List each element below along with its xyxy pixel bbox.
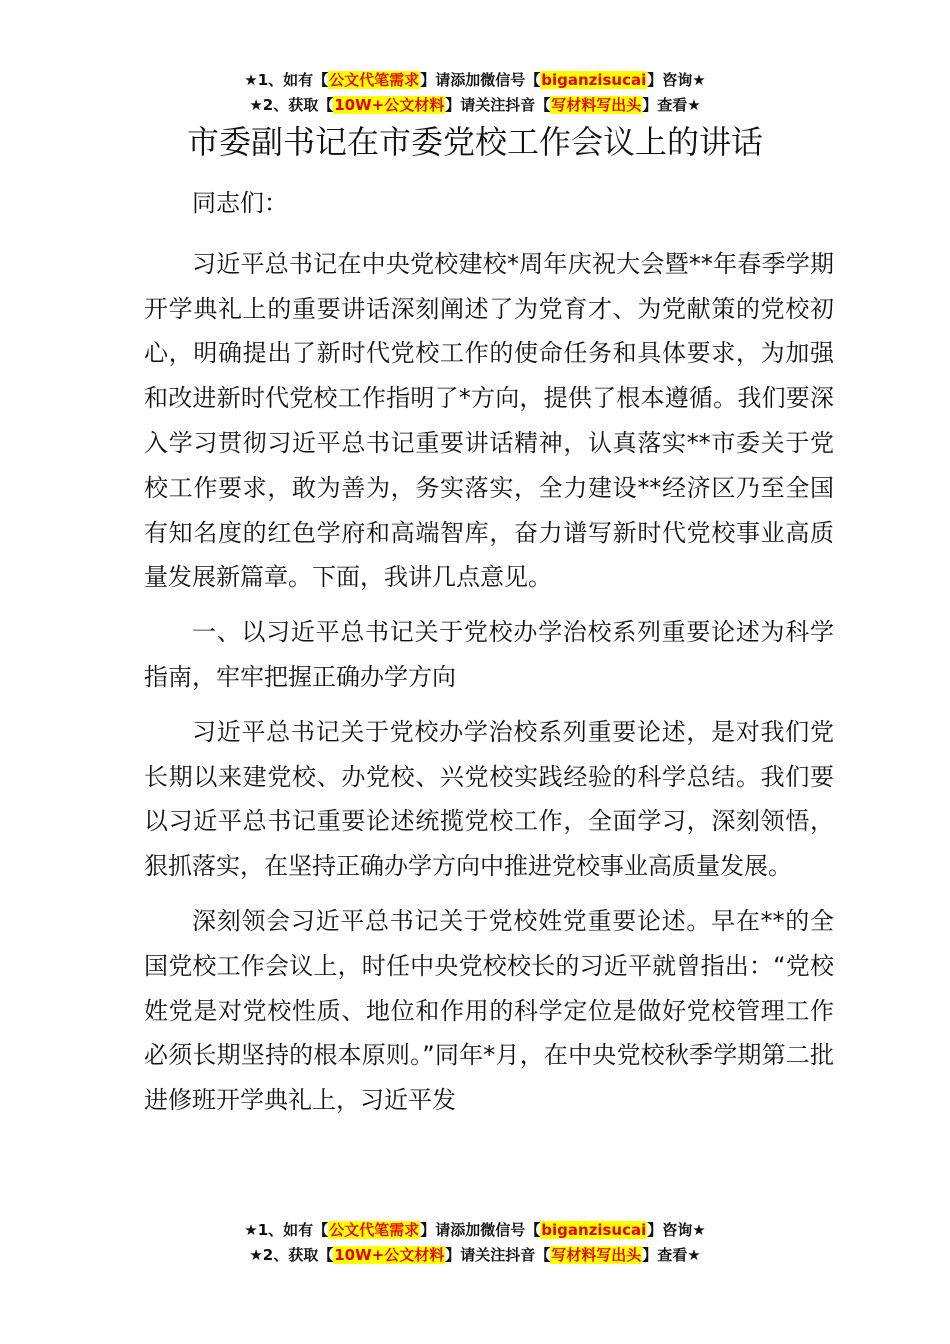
document-title: 市委副书记在市委党校工作会议上的讲话 (186, 123, 763, 161)
promo-line-1: ★1、如有【公文代笔需求】请添加微信号【biganzisucai】咨询★ (244, 1221, 706, 1239)
promo-highlight-service: 公文代笔需求 (329, 1221, 420, 1239)
body-paragraph: 习近平总书记关于党校办学治校系列重要论述，是对我们党长期以来建党校、办党校、兴党校实践经验的科学总结。我们要以习近平总书记重要论述统揽党校工作，全面学习，深刻领悟，狠抓落实，在坚持正确办学方向中推进党校事业高质量发展。 (144, 717, 834, 881)
top-promo-banner (0, 68, 950, 118)
salutation: 同志们： (192, 189, 288, 217)
document-body (144, 181, 834, 1133)
promo-highlight-wechat-id: biganzisucai (541, 1221, 647, 1239)
section-heading: 一、以习近平总书记关于党校办学治校系列重要论述为科学指南，牢牢把握正确办学方向 (144, 618, 834, 691)
promo-line-1: ★1、如有【公文代笔需求】请添加微信号【biganzisucai】咨询★ (244, 71, 706, 89)
bottom-promo-banner (0, 1218, 950, 1268)
body-paragraph: 深刻领会习近平总书记关于党校姓党重要论述。早在**的全国党校工作会议上，时任中央党校校长的习近平就曾指出：“党校姓党是对党校性质、地位和作用的科学定位是做好党校管理工作必须长期坚持的根本原则。”同年*月，在中央党校秋季学期第二批进修班开学典礼上，习近平发 (144, 906, 834, 1115)
promo-line-2: ★2、获取【10W+公文材料】请关注抖音【写材料写出头】查看★ (249, 96, 701, 114)
promo-highlight-douyin: 写材料写出头 (551, 1246, 642, 1264)
promo-highlight-service: 公文代笔需求 (329, 71, 420, 89)
promo-highlight-wechat-id: biganzisucai (541, 71, 647, 89)
promo-line-2: ★2、获取【10W+公文材料】请关注抖音【写材料写出头】查看★ (249, 1246, 701, 1264)
promo-highlight-douyin: 写材料写出头 (551, 96, 642, 114)
body-paragraph: 习近平总书记在中央党校建校*周年庆祝大会暨**年春季学期开学典礼上的重要讲话深刻阐述了为党育才、为党献策的党校初心，明确提出了新时代党校工作的使命任务和具体要求，为加强和改进新时代党校工作指明了*方向，提供了根本遵循。我们要深入学习贯彻习近平总书记重要讲话精神，认真落实**市委关于党校工作要求，敢为善为，务实落实，全力建设**经济区乃至全国有知名度的红色学府和高端智库，奋力谱写新时代党校事业高质量发展新篇章。下面，我讲几点意见。 (144, 249, 834, 592)
promo-highlight-materials: 10W+公文材料 (334, 1246, 445, 1264)
promo-highlight-materials: 10W+公文材料 (334, 96, 445, 114)
